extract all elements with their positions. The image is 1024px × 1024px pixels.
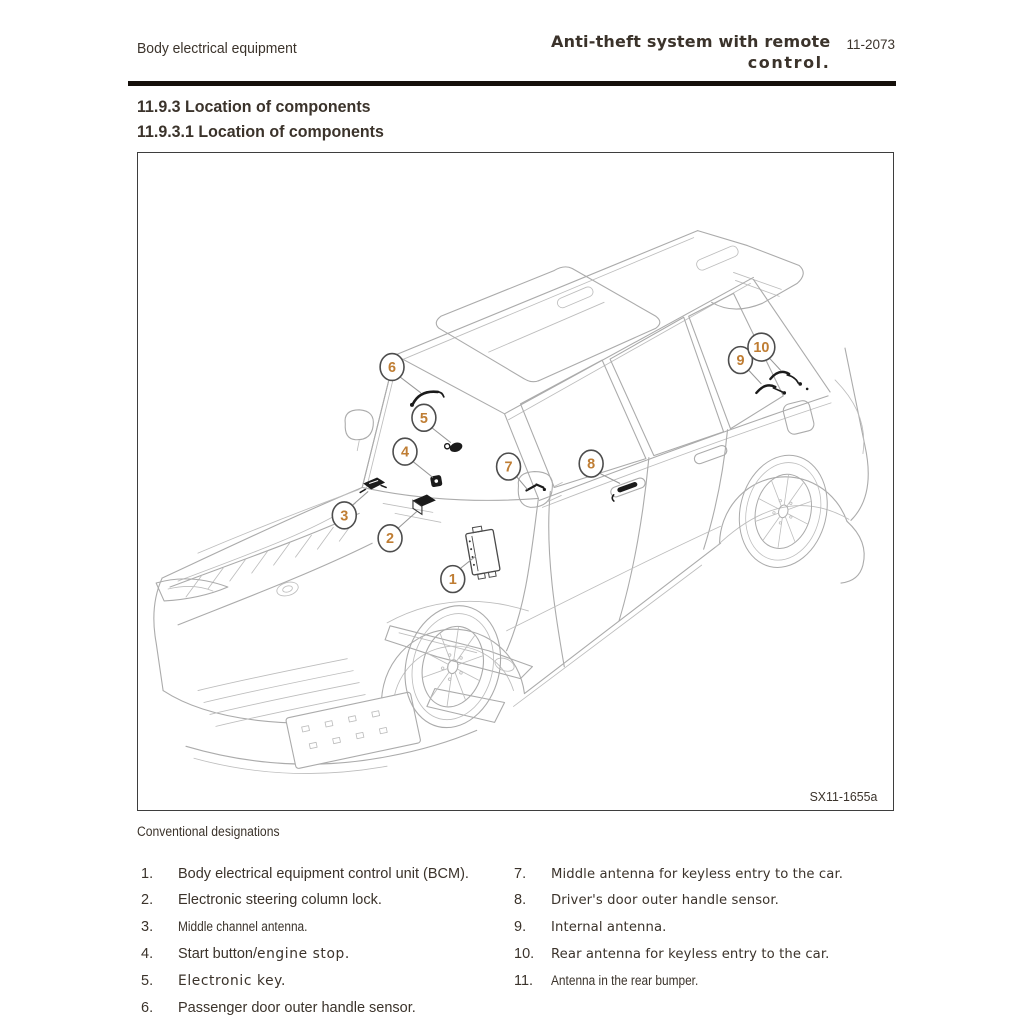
driver-handle-sensor-icon: [610, 481, 641, 501]
legend-item-label: Electronic steering column lock.: [178, 892, 382, 909]
figure-frame: [137, 152, 894, 811]
svg-text:8: 8: [587, 456, 596, 473]
svg-text:9: 9: [736, 352, 745, 369]
legend-item-label-part1: Start button/: [178, 945, 257, 962]
legend-item-8: [514, 892, 895, 919]
legend-item-6: [141, 1000, 514, 1024]
legend-caption: Conventional designations: [137, 823, 280, 839]
callout-6: [380, 353, 404, 380]
figure-code: SX11-1655a: [809, 788, 877, 804]
callout-10: [748, 333, 775, 361]
legend-item-number: 11.: [514, 972, 534, 989]
legend-item-number: 5.: [141, 972, 154, 989]
legend-item-1: [141, 866, 514, 893]
callout-8: [579, 450, 603, 477]
page-number: 11-2073: [846, 37, 895, 52]
legend-item-label: Internal antenna.: [551, 920, 667, 936]
legend-item-label-part2: engine stop.: [257, 945, 350, 962]
svg-text:2: 2: [386, 530, 395, 547]
legend-item-4: [141, 946, 514, 973]
legend-item-5: [141, 973, 514, 1000]
header-right: [551, 32, 895, 74]
header-chapter-title: Body electrical equipment: [137, 40, 297, 57]
svg-text:5: 5: [419, 410, 428, 427]
legend-item-number: 8.: [514, 892, 527, 909]
legend-item-number: 2.: [141, 892, 154, 909]
legend-item-number: 4.: [141, 945, 154, 962]
legend-item-number: 7.: [514, 865, 527, 882]
callout-1: [441, 565, 465, 592]
legend-item-2: [141, 892, 514, 919]
legend-item-label: Electronic key.: [178, 972, 286, 989]
subsection-heading: 11.9.3.1 Location of components: [137, 121, 384, 141]
svg-text:6: 6: [388, 359, 397, 376]
callout-7: [497, 453, 521, 480]
callout-2: [378, 524, 402, 551]
rear-wheel: [728, 445, 839, 576]
page-header: [137, 32, 895, 74]
bcm-unit-icon: [465, 524, 501, 580]
callout-4: [393, 438, 417, 465]
svg-text:3: 3: [340, 507, 349, 524]
middle-antenna-icon: [526, 484, 546, 491]
legend-item-label: Body electrical equipment control unit (BCM).: [178, 865, 469, 882]
legend-item-label: Passenger door outer handle sensor.: [178, 999, 416, 1016]
svg-text:1: 1: [448, 571, 457, 588]
car-illustration: [138, 153, 893, 810]
header-rule: [128, 81, 896, 86]
legend-item-label: [178, 946, 350, 962]
legend-item-7: [514, 866, 895, 893]
legend-item-9: [514, 919, 895, 946]
legend-item-number: 9.: [514, 919, 527, 936]
svg-text:10: 10: [753, 339, 770, 356]
legend-item-label: Rear antenna for keyless entry to the car.: [551, 946, 830, 962]
legend-list: [141, 866, 895, 1024]
legend-item-3: [141, 919, 514, 946]
page-content: [137, 0, 895, 1024]
callout-5: [412, 404, 436, 431]
legend-item-label: Middle channel antenna.: [178, 919, 308, 935]
legend-item-label: Middle antenna for keyless entry to the car.: [551, 866, 844, 882]
legend-item-number: 10.: [514, 945, 535, 962]
legend-item-label: Antenna in the rear bumper.: [551, 972, 699, 988]
header-title-line1: Anti-theft system with remote: [551, 32, 831, 51]
electronic-key-icon: [444, 438, 464, 454]
header-section-title: [551, 32, 830, 74]
legend-item-number: 6.: [141, 999, 154, 1016]
svg-text:4: 4: [400, 444, 410, 461]
legend-item-10: [514, 946, 895, 973]
callout-3: [332, 502, 356, 529]
section-heading: 11.9.3 Location of components: [137, 96, 371, 116]
legend-item-number: 3.: [141, 919, 154, 936]
legend-item-label: Driver's door outer handle sensor.: [551, 893, 779, 909]
header-title-line2: control.: [747, 52, 831, 72]
legend-item-number: 1.: [141, 865, 154, 882]
callout-leaders: [352, 358, 781, 568]
car-doors: [504, 380, 864, 667]
svg-text:7: 7: [504, 459, 513, 476]
legend-item-11: [514, 973, 895, 1000]
